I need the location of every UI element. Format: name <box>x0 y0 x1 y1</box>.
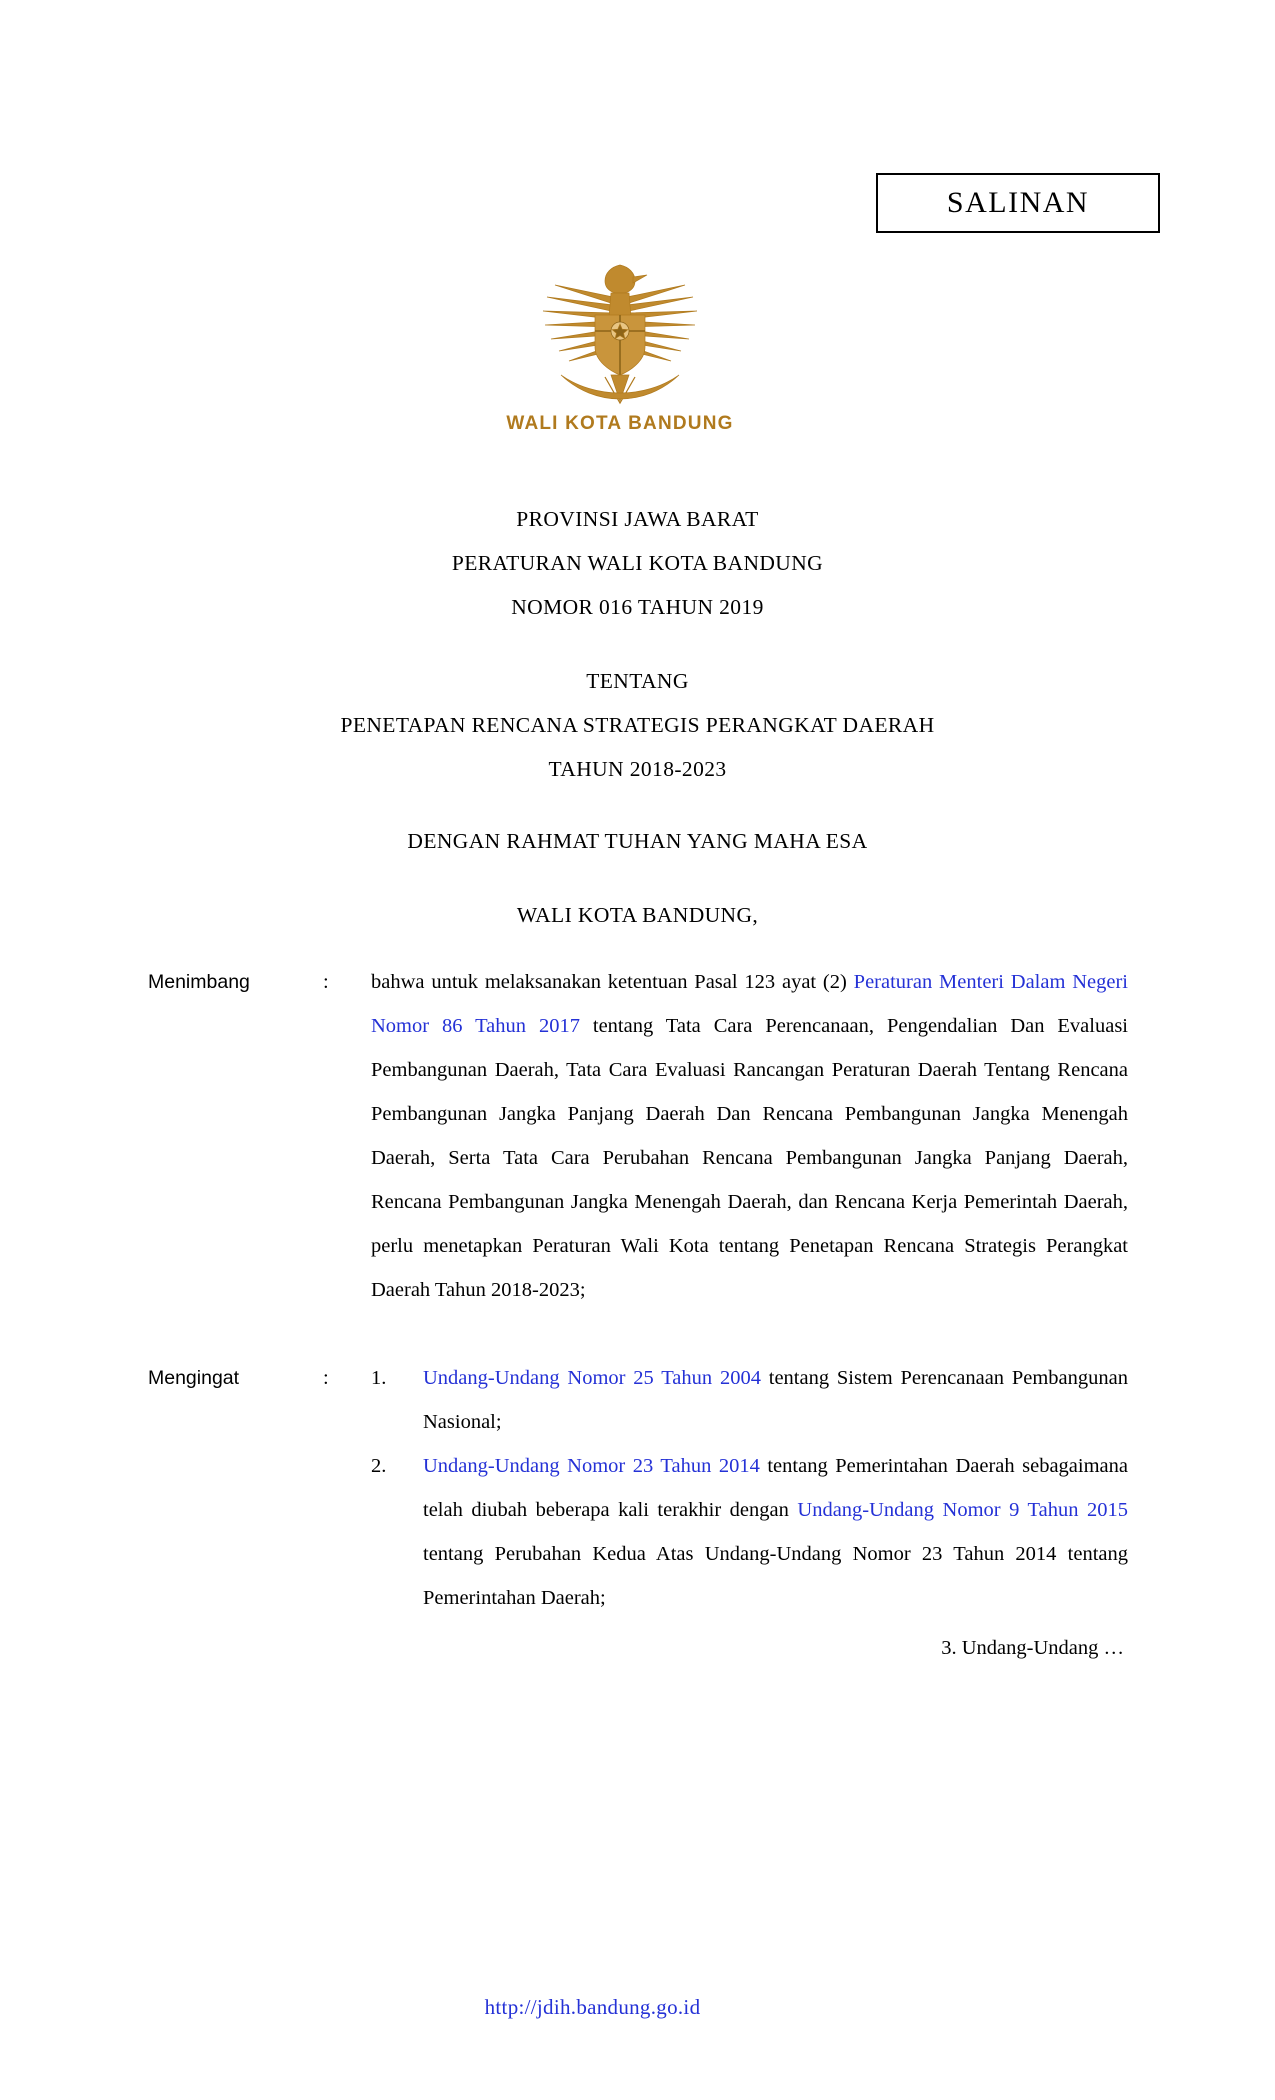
title-tentang: TENTANG <box>586 669 689 693</box>
emblem-block <box>464 243 776 475</box>
menimbang-link-permendagri[interactable]: Peraturan Menteri Dalam Negeri Nomor 86 Tahun 2017 <box>371 971 1129 1037</box>
mengingat-list <box>371 1356 1128 1670</box>
menimbang-text-before: bahwa untuk melaksanakan ketentuan Pasal 123 ayat (2) <box>371 971 854 993</box>
footer-url-area <box>0 1995 1275 2020</box>
list-item-text <box>423 1444 1128 1620</box>
menimbang-label: Menimbang <box>148 971 250 993</box>
list-item-text-mid: tentang Pemerintahan Daerah sebagaimana telah diubah beberapa kali terakhir dengan <box>423 1455 1128 1521</box>
list-item-text <box>423 1356 1128 1444</box>
emblem-caption: WALI KOTA BANDUNG <box>506 413 734 434</box>
menimbang-colon: : <box>323 971 329 993</box>
mengingat-label: Mengingat <box>148 1367 240 1389</box>
list-item-link-uu23[interactable]: Undang-Undang Nomor 23 Tahun 2014 <box>423 1455 760 1477</box>
list-item-link-uu25[interactable]: Undang-Undang Nomor 25 Tahun 2004 <box>423 1367 761 1389</box>
page-continuation-note: 3. Undang-Undang … <box>941 1637 1124 1659</box>
list-item-link-uu9[interactable]: Undang-Undang Nomor 9 Tahun 2015 <box>797 1499 1128 1521</box>
title-regulation: PERATURAN WALI KOTA BANDUNG <box>451 551 824 575</box>
document-title-block <box>0 497 1275 937</box>
title-number: NOMOR 016 TAHUN 2019 <box>511 595 764 619</box>
title-subject: PENETAPAN RENCANA STRATEGIS PERANGKAT DAERAH <box>340 713 935 737</box>
menimbang-text-after: tentang Tata Cara Perencanaan, Pengendalian Dan Evaluasi Pembangunan Daerah, Tata Cara Evaluasi Rancangan Peraturan Daerah Tentang Rencana Pembangunan Jangka Panjang Daerah Dan Rencana Pembangunan Jangka Menengah Daerah, Serta Tata Cara Perubahan Rencana Pembangunan Jangka Panjang Daerah, Rencana Pembangunan Jangka Menengah Daerah, dan Rencana Kerja Pemerintah Daerah, perlu menetapkan Peraturan Wali Kota tentang Penetapan Rencana Strategis Perangkat Daerah Tahun 2018-2023; <box>371 1015 1128 1301</box>
mengingat-section <box>148 1356 1128 1670</box>
title-year: TAHUN 2018-2023 <box>548 757 727 781</box>
mengingat-colon: : <box>323 1367 329 1389</box>
title-mayor: WALI KOTA BANDUNG, <box>516 903 759 927</box>
menimbang-text <box>371 960 1128 1312</box>
salinan-label: SALINAN <box>946 186 1090 219</box>
list-item <box>371 1356 1128 1444</box>
list-item-number: 1. <box>371 1367 387 1389</box>
title-province: PROVINSI JAWA BARAT <box>516 507 759 531</box>
list-item-text-after: tentang Sistem Perencanaan Pembangunan Nasional; <box>423 1367 1128 1433</box>
salinan-stamp <box>876 173 1160 233</box>
document-body <box>148 960 1128 1670</box>
menimbang-section <box>148 960 1128 1312</box>
list-item-text-after: tentang Perubahan Kedua Atas Undang-Undang Nomor 23 Tahun 2014 tentang Pemerintahan Daerah; <box>423 1543 1128 1609</box>
jdih-url-link[interactable]: http://jdih.bandung.go.id <box>484 1995 701 2019</box>
title-blessing: DENGAN RAHMAT TUHAN YANG MAHA ESA <box>407 829 868 853</box>
list-item <box>371 1444 1128 1620</box>
garuda-pancasila-emblem <box>525 251 715 411</box>
list-item-number: 2. <box>371 1455 387 1477</box>
